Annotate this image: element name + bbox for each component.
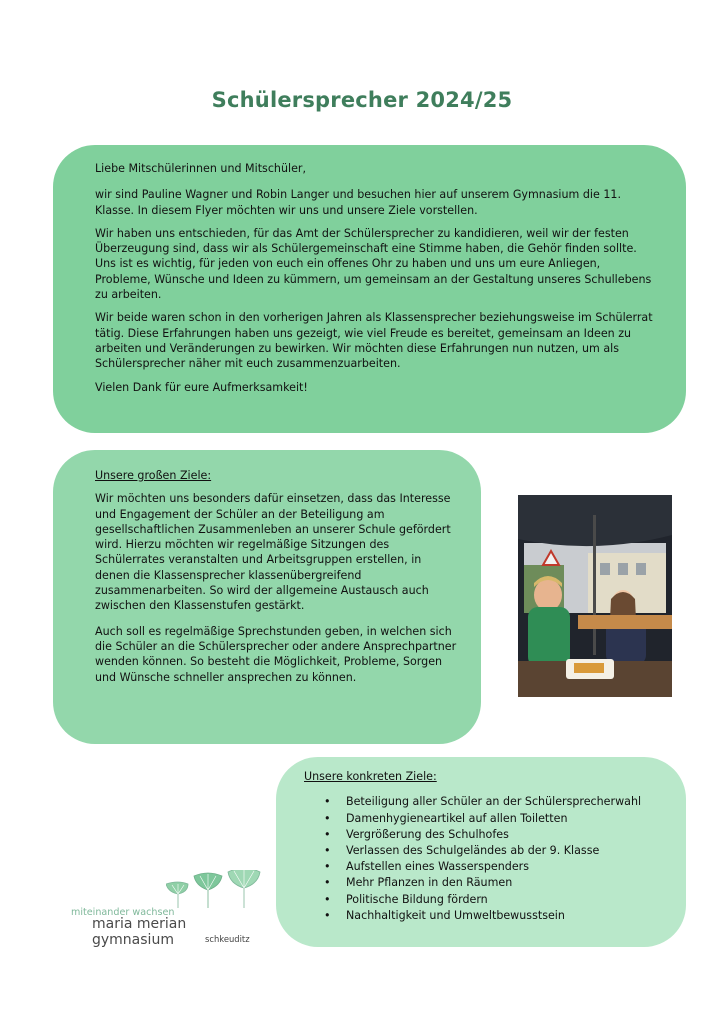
concrete-goals-box (276, 757, 686, 947)
concrete-goals-heading: Unsere konkreten Ziele: (304, 770, 437, 783)
intro-paragraph: Wir beide waren schon in den vorherigen Jahren als Klassensprecher beziehungsweise im Schülerrat tätig. Diese Erfahrungen haben uns gezeigt, wie viel Freude es bereitet, gemeinsam an Ideen zu arbeiten und Veränderungen zu bewirken. Wir möchten diese Erfahrungen nun nutzen, um als Schülersprecher näher mit euch zusammenzuarbeiten. (95, 311, 653, 371)
logo-school-name: maria merian gymnasium (92, 916, 187, 948)
goal-text: Beteiligung aller Schüler an der Schülersprecherwahl (346, 795, 642, 809)
big-goals-paragraph: Wir möchten uns besonders dafür einsetzen, dass das Interesse und Engagement der Schüler an der Beteiligung am gesellschaftlichen Zusammenleben an unserer Schule gefördert wird. Hierzu möchten wir regelmäßige Sitzungen des Schülerrates veranstalten und Arbeitsgruppen erstellen, in denen die Klassensprecher klassenübergreifend zusammenarbeiten. So wird der allgemeine Austausch auch zwischen den Klassenstufen gestärkt. (95, 492, 451, 613)
intro-paragraph: Wir haben uns entschieden, für das Amt der Schülersprecher zu kandidieren, weil wir der festen Überzeugung sind, dass wir als Schülergemeinschaft eine Stimme haben, die Gehör finden sollte. Uns ist es wichtig, für jeden von euch ein offenes Ohr zu haben und uns um eure Anliegen, Probleme, Wünsche und Ideen zu kümmern, um gemeinsam an der Gestaltung unseres Schullebens zu arbeiten. (95, 226, 652, 302)
list-item (324, 908, 674, 924)
closing-line: Vielen Dank für eure Aufmerksamkeit! (95, 380, 308, 394)
concrete-goals-list (304, 794, 674, 924)
intro-box (53, 145, 686, 433)
bullet-icon: • (324, 843, 331, 857)
list-item (324, 827, 674, 843)
intro-paragraph: wir sind Pauline Wagner und Robin Langer und besuchen hier auf unserem Gymnasium die 11. Klasse. In diesem Flyer möchten wir uns und unsere Ziele vorstellen. (95, 188, 621, 217)
goal-text: Verlassen des Schulgeländes ab der 9. Klasse (346, 843, 600, 857)
goal-text: Politische Bildung fördern (346, 892, 488, 906)
goal-text: Nachhaltigkeit und Umweltbewusstsein (346, 908, 565, 922)
bullet-icon: • (324, 827, 331, 841)
bullet-icon: • (324, 811, 331, 825)
goal-text: Mehr Pflanzen in den Räumen (346, 876, 513, 890)
candidates-photo (518, 495, 672, 697)
big-goals-paragraph: Auch soll es regelmäßige Sprechstunden geben, in welchen sich die Schüler an die Schülersprecher oder andere Ansprechpartner wenden können. So besteht die Möglichkeit, Probleme, Sorgen und Wünsche schneller ansprechen zu können. (95, 624, 457, 684)
list-item (324, 859, 674, 875)
ginkgo-leaves-icon (166, 870, 266, 912)
goal-text: Aufstellen eines Wasserspenders (346, 860, 529, 874)
greeting: Liebe Mitschülerinnen und Mitschüler, (95, 162, 306, 175)
bullet-icon: • (324, 860, 331, 874)
candidates-photo-illustration (518, 495, 672, 697)
page-title: Schülersprecher 2024/25 (211, 88, 513, 112)
bullet-icon: • (324, 795, 331, 809)
logo-city: schkeuditz (205, 934, 250, 944)
bullet-icon: • (324, 892, 331, 906)
goal-text: Damenhygieneartikel auf allen Toiletten (346, 811, 568, 825)
list-item (324, 875, 674, 891)
school-logo (66, 870, 266, 950)
big-goals-heading: Unsere großen Ziele: (95, 469, 212, 482)
bullet-icon: • (324, 908, 331, 922)
goal-text: Vergrößerung des Schulhofes (346, 827, 509, 841)
list-item (324, 794, 674, 810)
list-item (324, 811, 674, 827)
big-goals-box (53, 450, 481, 744)
logo-tagline: miteinander wachsen (71, 907, 175, 918)
list-item (324, 892, 674, 908)
list-item (324, 843, 674, 859)
bullet-icon: • (324, 876, 331, 890)
